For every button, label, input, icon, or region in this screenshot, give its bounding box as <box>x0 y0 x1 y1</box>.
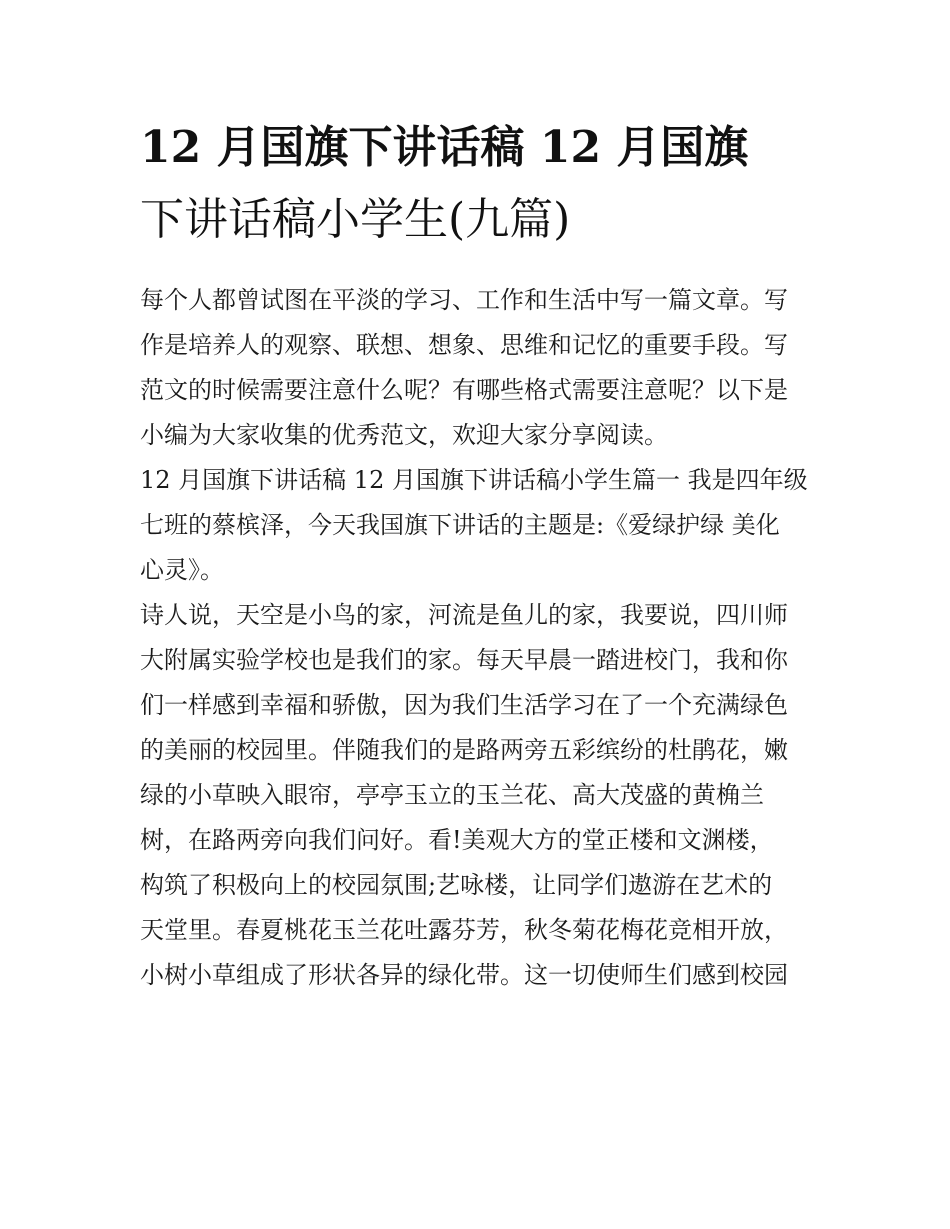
text-line: 小编为大家收集的优秀范文，欢迎大家分享阅读。 <box>140 421 668 449</box>
document-title <box>140 112 820 256</box>
text-line: 绿的小草映入眼帘，亭亭玉立的玉兰花、高大茂盛的黄桷兰 <box>140 781 764 809</box>
text-line: 天堂里。春夏桃花玉兰花吐露芬芳，秋冬菊花梅花竞相开放， <box>140 916 788 944</box>
text-line: 每个人都曾试图在平淡的学习、工作和生活中写一篇文章。写 <box>140 286 788 314</box>
intro-paragraph <box>140 278 820 458</box>
text-line: 的美丽的校园里。伴随我们的是路两旁五彩缤纷的杜鹃花，嫩 <box>140 736 788 764</box>
speech-body-paragraph <box>140 593 820 998</box>
text-line: 心灵》。 <box>140 556 224 584</box>
speech-intro-paragraph <box>140 458 820 593</box>
text-line: 诗人说，天空是小鸟的家，河流是鱼儿的家，我要说，四川师 <box>140 601 788 629</box>
title-line-1: 12 月国旗下讲话稿 12 月国旗 <box>140 122 749 173</box>
text-line: 七班的蔡槟泽，今天我国旗下讲话的主题是:《爱绿护绿 美化 <box>140 511 780 539</box>
text-line: 构筑了积极向上的校园氛围;艺咏楼，让同学们遨游在艺术的 <box>140 871 773 899</box>
text-line: 作是培养人的观察、联想、想象、思维和记忆的重要手段。写 <box>140 331 788 359</box>
document-body <box>140 278 820 998</box>
text-line: 们一样感到幸福和骄傲，因为我们生活学习在了一个充满绿色 <box>140 691 788 719</box>
text-line: 12 月国旗下讲话稿 12 月国旗下讲话稿小学生篇一 我是四年级 <box>140 466 808 494</box>
text-line: 树，在路两旁向我们问好。看!美观大方的堂正楼和文渊楼， <box>140 826 774 854</box>
text-line: 范文的时候需要注意什么呢？有哪些格式需要注意呢？以下是 <box>140 376 788 404</box>
title-line-2: 下讲话稿小学生(九篇) <box>140 194 571 245</box>
text-line: 大附属实验学校也是我们的家。每天早晨一踏进校门，我和你 <box>140 646 788 674</box>
text-line: 小树小草组成了形状各异的绿化带。这一切使师生们感到校园 <box>140 961 788 989</box>
